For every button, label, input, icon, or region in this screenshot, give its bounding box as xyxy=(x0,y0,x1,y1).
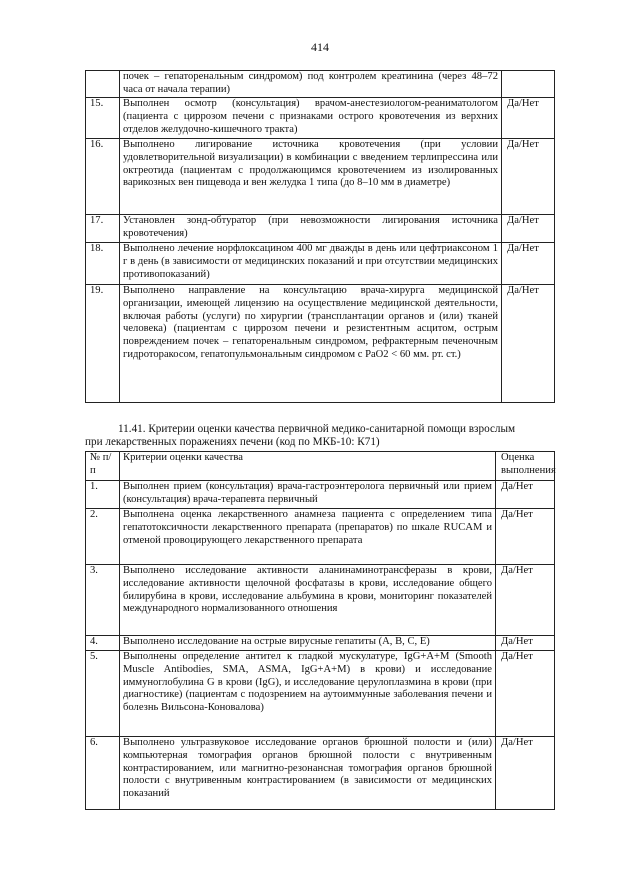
section-heading-line-2: при лекарственных поражениях печени (код по МКБ-10: К71) xyxy=(85,435,380,448)
criterion-text: Выполнены определение антител к гладкой мускулатуре, IgG+A+M (Smooth Muscle Antibodies, SMA, ASMA, IgG+A+M) в крови) и исследование иммуноглобулина G в крови (IgG), и исследование церулоплазмина в крови (при диагностике) (пациентам с подозрением на аутоиммунные заболевания печени и болезнь Вильсона-Коновалова) xyxy=(120,651,496,737)
answer-cell: Да/Нет xyxy=(496,651,555,737)
answer-cell: Да/Нет xyxy=(502,285,555,403)
answer-cell: Да/Нет xyxy=(502,215,555,243)
answer-cell: Да/Нет xyxy=(496,509,555,565)
criterion-text: Выполнено ультразвуковое исследование органов брюшной полости и (или) компьютерная томография органов брюшной полости с внутривенным контрастированием, или магнитно-резонансная томография органов брюшной полости с внутривенным контрастированием (в зависимости от медицинских показаний xyxy=(120,737,496,810)
answer-cell: Да/Нет xyxy=(496,565,555,636)
table-row xyxy=(86,509,555,565)
criterion-text: Выполнен осмотр (консультация) врачом-анестезиологом-реаниматологом (пациента с циррозом печени с признаками острого кровотечения из верхних отделов желудочно-кишечного тракта) xyxy=(120,98,502,139)
criterion-text: Установлен зонд-обтуратор (при невозможности лигирования источника кровотечения) xyxy=(120,215,502,243)
row-number: 19. xyxy=(86,285,120,403)
row-number: 15. xyxy=(86,98,120,139)
criterion-text: Выполнено лигирование источника кровотечения (при условии удовлетворительной визуализации) в комбинации с введением терлипрессина или октреотида (пациентам с продолжающимся кровотечением из изолированных варикозных вен пищевода и вен желудка 1 типа (до 8–10 мм в диаметре) xyxy=(120,139,502,215)
header-number: № п/п xyxy=(86,452,120,481)
row-number: 3. xyxy=(86,565,120,636)
table-row xyxy=(86,285,555,403)
criteria-table-continued xyxy=(85,70,555,403)
answer-cell: Да/Нет xyxy=(502,243,555,285)
criterion-text: почек – гепаторенальным синдромом) под контролем креатинина (через 48–72 часа от начала терапии) xyxy=(120,71,502,98)
row-number: 2. xyxy=(86,509,120,565)
table-row xyxy=(86,98,555,139)
table-row xyxy=(86,481,555,509)
criterion-text: Выполнено исследование на острые вирусные гепатиты (А, В, С, Е) xyxy=(120,636,496,651)
criterion-text: Выполнено направление на консультацию врача-хирурга медицинской организации, имеющей лицензию на осуществление медицинской деятельности, включая работы (услуги) по хирургии (трансплантации органов и (или) тканей человека) (пациентам с циррозом печени и резистентным асцитом, острым повреждением почек – гепаторенальным синдромом, рефрактерным печеночным гидроторакосом, гепатопульмональным синдромом с PaO2 < 60 мм. рт. ст.) xyxy=(120,285,502,403)
row-number xyxy=(86,71,120,98)
header-answer: Оценка выполнения xyxy=(496,452,555,481)
criterion-text: Выполнено лечение норфлоксацином 400 мг дважды в день или цефтриаксоном 1 г в день (в зависимости от медицинских показаний и при отсутствии медицинских противопоказаний) xyxy=(120,243,502,285)
answer-cell: Да/Нет xyxy=(496,636,555,651)
row-number: 6. xyxy=(86,737,120,810)
section-heading xyxy=(85,423,555,448)
criterion-text: Выполнена оценка лекарственного анамнеза пациента с определением типа гепатотоксичности лекарственного препарата (препаратов) по шкале RUCAM и отменой провоцирующего лекарственного препарата xyxy=(120,509,496,565)
criteria-table xyxy=(85,451,555,810)
answer-cell: Да/Нет xyxy=(502,139,555,215)
section-heading-line-1: 11.41. Критерии оценки качества первичной медико-санитарной помощи взрослым xyxy=(118,423,516,435)
page-number: 414 xyxy=(311,40,329,54)
table-row xyxy=(86,565,555,636)
row-number: 16. xyxy=(86,139,120,215)
header-criterion: Критерии оценки качества xyxy=(120,452,496,481)
answer-cell: Да/Нет xyxy=(502,98,555,139)
criterion-text: Выполнено исследование активности аланинаминотрансферазы в крови, исследование активности щелочной фосфатазы в крови, исследование общего билирубина в крови, исследование альбумина в крови, мониторинг показателей международного нормализованного отношения xyxy=(120,565,496,636)
answer-cell xyxy=(502,71,555,98)
row-number: 18. xyxy=(86,243,120,285)
row-number: 1. xyxy=(86,481,120,509)
answer-cell: Да/Нет xyxy=(496,481,555,509)
table-row xyxy=(86,71,555,98)
table-row xyxy=(86,139,555,215)
table-row xyxy=(86,737,555,810)
row-number: 5. xyxy=(86,651,120,737)
table-header-row xyxy=(86,452,555,481)
row-number: 17. xyxy=(86,215,120,243)
row-number: 4. xyxy=(86,636,120,651)
criterion-text: Выполнен прием (консультация) врача-гастроэнтеролога первичный или прием (консультация) врача-терапевта первичный xyxy=(120,481,496,509)
answer-cell: Да/Нет xyxy=(496,737,555,810)
table-row xyxy=(86,215,555,243)
table-row xyxy=(86,243,555,285)
table-row xyxy=(86,651,555,737)
table-row xyxy=(86,636,555,651)
